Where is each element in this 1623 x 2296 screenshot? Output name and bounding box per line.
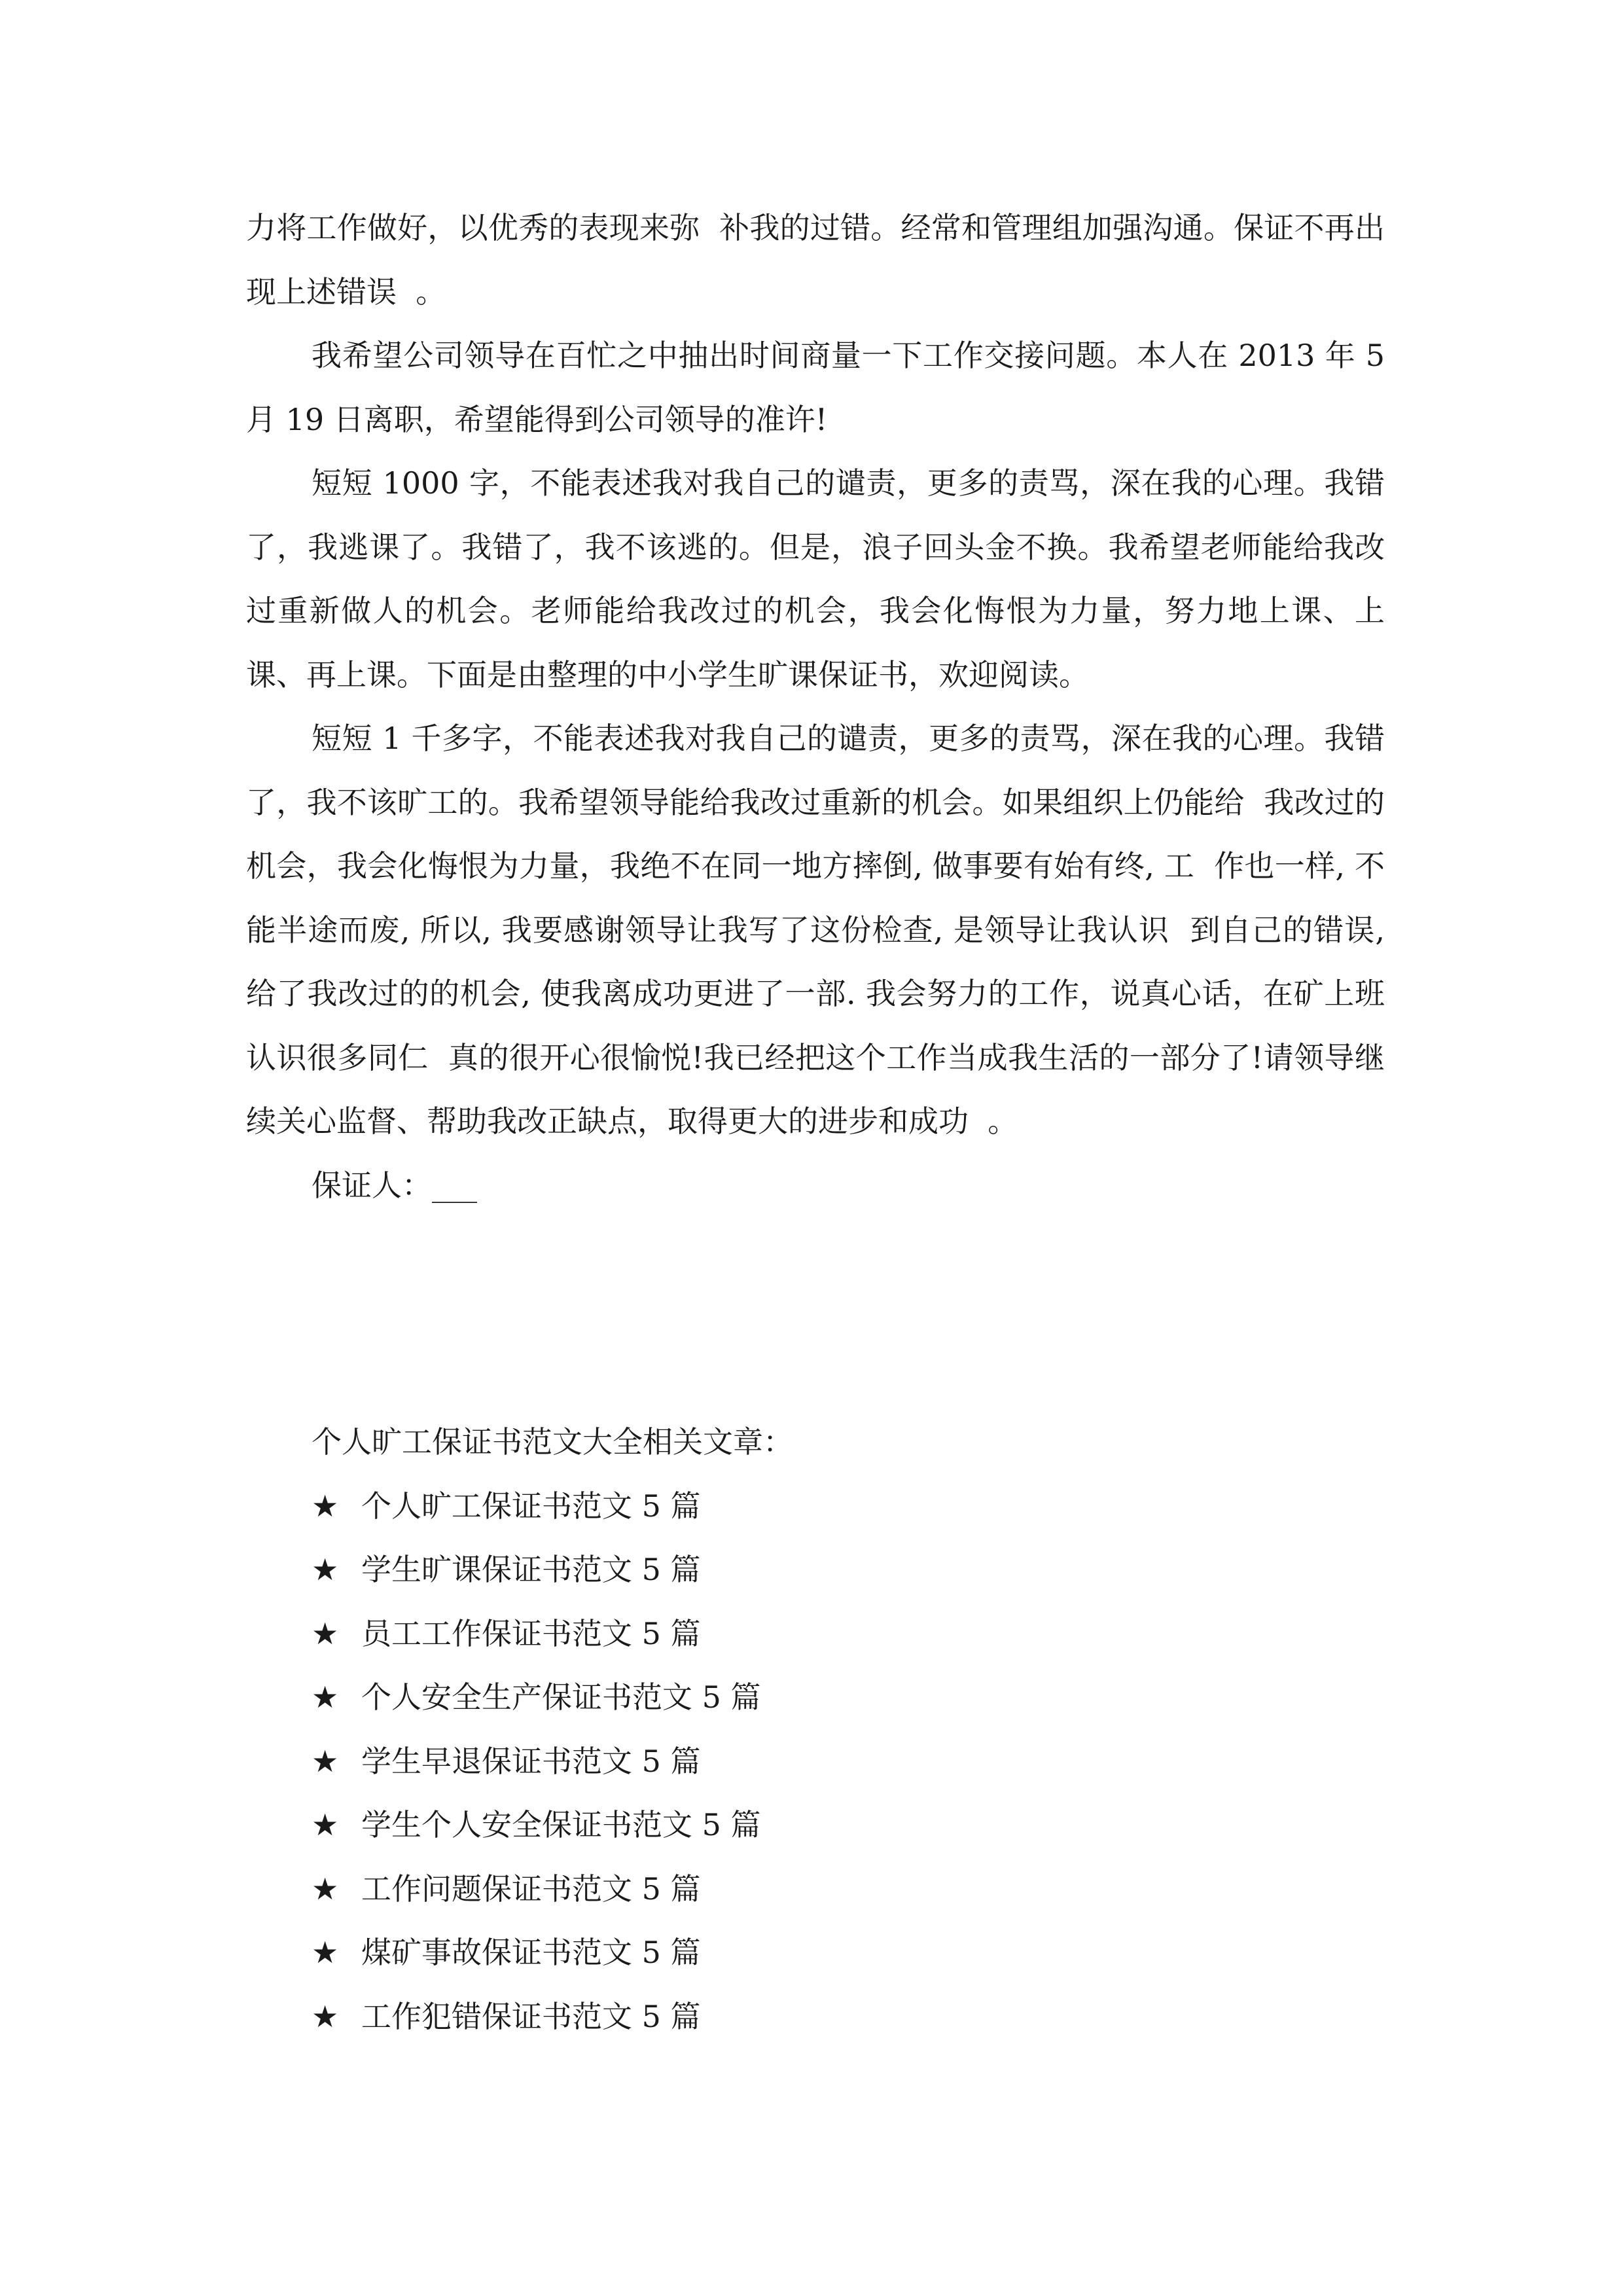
paragraph-resignation: 我希望公司领导在百忙之中抽出时间商量一下工作交接问题。本人在 2013 年 5 月 19 日离职，希望能得到公司领导的准许! — [246, 338, 1395, 437]
related-article-link[interactable] — [312, 1666, 1359, 1730]
related-article-title: 员工工作保证书范文 5 篇 — [361, 1615, 701, 1651]
related-article-title: 学生早退保证书范文 5 篇 — [361, 1743, 701, 1779]
related-articles — [312, 1410, 1359, 2049]
related-article-title: 个人旷工保证书范文 5 篇 — [361, 1488, 701, 1524]
paragraph-absence: 短短 1 千多字，不能表述我对我自己的谴责，更多的责骂，深在我的心理。我错 了，我不该旷工的。我希望领导能给我改过重新的机会。如果组织上仍能给 我改过的机会，我会化悔恨为力量，我绝不在同一地方摔倒, 做事要有始有终, 工 作也一样, 不能半途而废, 所以, 我要感谢领导让我写了这份检查, 是领导让我认识 到自己的错误, 给了我改过的的机会, 使我离成功更进了一部. 我会努力的工作，说真心话，在矿上班认识很多同仁 真的很开心很愉悦!我已经把这个工作当成我生活的一部分了!请领导继续关心监督、帮助我改正缺点，取得更大的进步和成功 。 — [246, 721, 1404, 1139]
star-icon: ★ — [312, 1935, 339, 1970]
star-icon: ★ — [312, 1679, 339, 1715]
star-icon: ★ — [312, 1807, 339, 1842]
star-icon: ★ — [312, 1743, 339, 1779]
related-article-link[interactable] — [312, 1857, 1359, 1922]
related-article-title: 工作犯错保证书范文 5 篇 — [361, 1998, 701, 2034]
related-article-link[interactable] — [312, 1475, 1359, 1539]
star-icon: ★ — [312, 1998, 339, 2034]
related-article-link[interactable] — [312, 1793, 1359, 1857]
related-articles-list — [312, 1475, 1359, 2049]
related-article-link[interactable] — [312, 1921, 1359, 1985]
related-article-title: 煤矿事故保证书范文 5 篇 — [361, 1935, 701, 1970]
star-icon: ★ — [312, 1871, 339, 1907]
related-article-link[interactable] — [312, 1602, 1359, 1666]
related-article-title: 工作问题保证书范文 5 篇 — [361, 1871, 701, 1907]
paragraph-continuation: 力将工作做好，以优秀的表现来弥 补我的过错。经常和管理组加强沟通。保证不再出现上述错误 。 — [246, 210, 1385, 310]
star-icon: ★ — [312, 1488, 339, 1524]
paragraph-truancy: 短短 1000 字，不能表述我对我自己的谴责，更多的责骂，深在我的心理。我错了，我逃课了。我错了，我不该逃的。但是，浪子回头金不换。我希望老师能给我改过重新做人的机会。老师能给我改过的机会，我会化悔恨为力量，努力地上课、上课、再上课。下面是由整理的中小学生旷课保证书，欢迎阅读。 — [246, 465, 1385, 692]
related-article-link[interactable] — [312, 1985, 1359, 2049]
related-article-title: 学生旷课保证书范文 5 篇 — [361, 1552, 701, 1587]
related-article-title: 学生个人安全保证书范文 5 篇 — [361, 1807, 761, 1842]
related-articles-heading: 个人旷工保证书范文大全相关文章： — [312, 1424, 793, 1460]
related-article-link[interactable] — [312, 1538, 1359, 1602]
document-body — [246, 196, 1404, 1217]
related-article-link[interactable] — [312, 1730, 1359, 1794]
star-icon: ★ — [312, 1552, 339, 1587]
star-icon: ★ — [312, 1615, 339, 1651]
guarantor-signature-line: 保证人：___ — [312, 1167, 477, 1203]
related-article-title: 个人安全生产保证书范文 5 篇 — [361, 1679, 761, 1715]
